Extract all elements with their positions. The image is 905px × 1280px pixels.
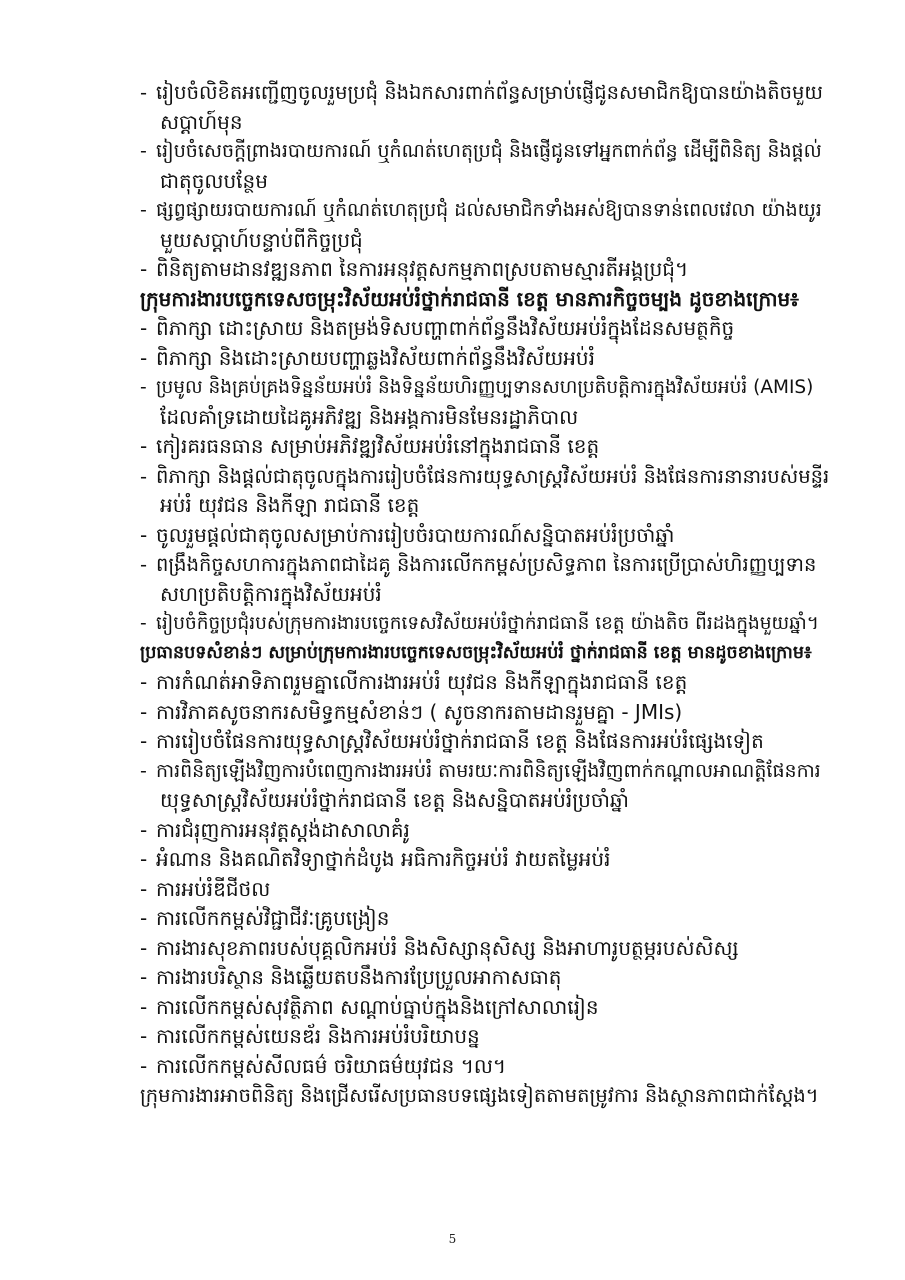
bullet-dash: - bbox=[140, 1053, 148, 1078]
bullet-text: ការលើកកម្ពស់វិជ្ជាជីវៈគ្រូបង្រៀន bbox=[156, 906, 390, 930]
bullet-item bbox=[140, 609, 830, 639]
bullet-dash: - bbox=[140, 140, 147, 162]
bullet-dash: - bbox=[140, 553, 148, 576]
bullet-item bbox=[140, 550, 830, 580]
bullet-dash: - bbox=[140, 345, 148, 370]
bullet-text: ការលើកកម្ពស់យេនឌ័រ និងការអប់រំបរិយាបន្ន bbox=[156, 1024, 480, 1048]
bullet-dash: - bbox=[140, 729, 148, 753]
bullet-item bbox=[140, 521, 830, 551]
bullet-continuation: ដែលគាំទ្រដោយដៃគូអភិវឌ្ឍ និងអង្គការមិនមែនរដ្ឋាភិបាល bbox=[160, 404, 579, 429]
bullet-dash: - bbox=[140, 434, 148, 458]
bullet-dash: - bbox=[140, 81, 148, 104]
bullet-dash: - bbox=[140, 876, 148, 901]
bullet-dash: - bbox=[140, 935, 148, 960]
bullet-item bbox=[140, 1052, 830, 1082]
bullet-continuation: សហប្រតិបត្តិការក្នុងវិស័យអប់រំ bbox=[160, 581, 382, 606]
bullet-item bbox=[140, 255, 830, 285]
bullet-text: ពង្រឹងកិច្ចសហការក្នុងភាពជាដៃគូ និងការលើកកម្ពស់ប្រសិទ្ធភាព នៃការប្រើប្រាស់ហិរញ្ញប្បទាន bbox=[156, 553, 817, 576]
bullet-dash: - bbox=[140, 847, 148, 871]
bullet-dash: - bbox=[140, 1024, 148, 1048]
paragraph-line: ក្រុមការងារអាចពិនិត្យ និងជ្រើសរើសប្រធានបទផ្សេងទៀតតាមតម្រូវការ និងស្ថានភាពជាក់ស្តែង។ bbox=[140, 1084, 819, 1107]
bullet-dash: - bbox=[140, 257, 148, 281]
bullet-text: រៀបចំកិច្ចប្រជុំរបស់ក្រុមការងារបច្ចេកទេសវិស័យអប់រំថ្នាក់រាជធានី ខេត្ត យ៉ាងតិច ពីរដងក្នុងមួយឆ្នាំ។ bbox=[156, 613, 819, 634]
document-body bbox=[140, 78, 830, 1111]
bullet-dash: - bbox=[140, 464, 148, 488]
bullet-text: ផ្សព្វផ្សាយរបាយការណ៍ ឬកំណត់ហេតុប្រជុំ ដល់សមាជិកទាំងអស់ឱ្យបានទាន់ពេលវេលា យ៉ាងយូរ bbox=[156, 199, 822, 221]
bullet-text: ប្រមូល និងគ្រប់គ្រងទិន្នន័យអប់រំ និងទិន្នន័យហិរញ្ញប្បទានសហប្រតិបត្តិការក្នុងវិស័យអប់រំ (AMIS) bbox=[156, 377, 814, 398]
bullet-item bbox=[140, 1022, 830, 1052]
bullet-continuation: ជាតុចូលបន្ថែម bbox=[160, 168, 268, 193]
bullet-dash: - bbox=[140, 316, 148, 340]
bullet-text: ការរៀបចំផែនការយុទ្ធសាស្ត្រវិស័យអប់រំថ្នាក់រាជធានី ខេត្ត និងផែនការអប់រំផ្សេងទៀត bbox=[156, 729, 764, 753]
page-number: 5 bbox=[448, 1232, 457, 1246]
bullet-text: ការវិភាគសូចនាករសមិទ្ធកម្មសំខាន់ៗ ( សូចនាករតាមដានរួមគ្នា - JMIs) bbox=[156, 699, 683, 724]
bullet-item bbox=[140, 816, 830, 846]
bullet-item bbox=[140, 432, 830, 462]
bullet-dash: - bbox=[140, 994, 148, 1019]
bullet-item bbox=[140, 757, 830, 787]
bullet-dash: - bbox=[140, 817, 148, 842]
bullet-text: ការលើកកម្ពស់សីលធម៌ ចរិយាធម៌យុវជន ។ល។ bbox=[156, 1053, 507, 1078]
bullet-continuation: សប្តាហ៍មុន bbox=[160, 109, 243, 134]
bullet-item bbox=[140, 904, 830, 934]
bullet-text: ការងារបរិស្ថាន និងឆ្លើយតបនឹងការប្រែប្រួលអាកាសធាតុ bbox=[156, 965, 562, 989]
bullet-item bbox=[140, 137, 830, 167]
bullet-item bbox=[140, 875, 830, 905]
bullet-continuation: មួយសប្តាហ៍បន្ទាប់ពីកិច្ចប្រជុំ bbox=[160, 227, 363, 252]
bullet-item bbox=[140, 196, 830, 226]
bullet-text: ពិនិត្យតាមដានវឌ្ឍនភាព នៃការអនុវត្តសកម្មភាពស្របតាមស្មារតីអង្គប្រជុំ។ bbox=[156, 257, 689, 281]
bullet-item bbox=[140, 934, 830, 964]
bullet-item bbox=[140, 727, 830, 757]
bullet-dash: - bbox=[140, 522, 148, 547]
bullet-dash: - bbox=[140, 759, 147, 782]
bullet-text: ការជំរុញការអនុវត្តស្តង់ដាសាលាគំរូ bbox=[156, 817, 410, 842]
bullet-continuation: យុទ្ធសាស្ត្រវិស័យអប់រំថ្នាក់រាជធានី ខេត្ត និងសន្និបាតអប់រំប្រចាំឆ្នាំ bbox=[160, 788, 629, 812]
bullet-item bbox=[140, 845, 830, 875]
bullet-dash: - bbox=[140, 906, 148, 930]
section-heading: ប្រធានបទសំខាន់ៗ សម្រាប់ក្រុមការងារបច្ចេកទេសចម្រុះវិស័យអប់រំ ថ្នាក់រាជធានី ខេត្ត មានដូចខាងក្រោម៖ bbox=[140, 642, 812, 663]
bullet-text: អំណាន និងគណិតវិទ្យាថ្នាក់ដំបូង អធិការកិច្ចអប់រំ វាយតម្លៃអប់រំ bbox=[156, 847, 611, 871]
bullet-text: ការកំណត់អាទិភាពរួមគ្នាលើការងារអប់រំ យុវជន និងកីឡាក្នុងរាជធានី ខេត្ត bbox=[156, 670, 688, 694]
section-heading: ក្រុមការងារបច្ចេកទេសចម្រុះវិស័យអប់រំថ្នាក់រាជធានី ខេត្ត មានភារកិច្ចចម្បង ដូចខាងក្រោម៖ bbox=[140, 286, 799, 311]
bullet-text: កៀរគរធនធាន សម្រាប់អភិវឌ្ឍវិស័យអប់រំនៅក្នុងរាជធានី ខេត្ត bbox=[156, 434, 600, 458]
bullet-dash: - bbox=[140, 377, 147, 398]
bullet-text: រៀបចំលិខិតអញ្ជើញចូលរួមប្រជុំ និងឯកសារពាក់ព័ន្ធសម្រាប់ផ្ញើជូនសមាជិកឱ្យបានយ៉ាងតិចមួយ bbox=[156, 81, 823, 104]
bullet-item bbox=[140, 698, 830, 728]
bullet-text: រៀបចំសេចក្តីព្រាងរបាយការណ៍ ឬកំណត់ហេតុប្រជុំ និងផ្ញើជូនទៅអ្នកពាក់ព័ន្ធ ដើម្បីពិនិត្យ និងផ្តល់ bbox=[156, 140, 822, 162]
bullet-continuation: អប់រំ យុវជន និងកីឡា រាជធានី ខេត្ត bbox=[160, 493, 420, 517]
bullet-text: ពិភាក្សា និងផ្តល់ជាតុចូលក្នុងការរៀបចំផែនការយុទ្ធសាស្ត្រវិស័យអប់រំ និងផែនការនានារបស់មន្ទីរ bbox=[156, 464, 830, 488]
bullet-dash: - bbox=[140, 613, 147, 634]
bullet-dash: - bbox=[140, 699, 148, 724]
bullet-dash: - bbox=[140, 965, 148, 989]
bullet-text: ការអប់រំឌីជីថល bbox=[156, 876, 271, 901]
bullet-text: ការពិនិត្យឡើងវិញការបំពេញការងារអប់រំ តាមរយៈការពិនិត្យឡើងវិញពាក់កណ្តាលអាណត្តិផែនការ bbox=[156, 759, 821, 782]
bullet-text: ចូលរួមផ្តល់ជាតុចូលសម្រាប់ការរៀបចំរបាយការណ៍សន្និបាតអប់រំប្រចាំឆ្នាំ bbox=[156, 522, 675, 547]
bullet-item bbox=[140, 314, 830, 344]
bullet-text: ការលើកកម្ពស់សុវត្ថិភាព សណ្តាប់ធ្នាប់ក្នុងនិងក្រៅសាលារៀន bbox=[156, 994, 599, 1019]
bullet-item bbox=[140, 78, 830, 108]
bullet-dash: - bbox=[140, 670, 148, 694]
bullet-text: ការងារសុខភាពរបស់បុគ្គលិកអប់រំ និងសិស្សានុសិស្ស និងអាហារូបត្ថម្ភរបស់សិស្ស bbox=[156, 935, 739, 960]
bullet-item bbox=[140, 344, 830, 374]
bullet-item bbox=[140, 963, 830, 993]
bullet-item bbox=[140, 668, 830, 698]
bullet-text: ពិភាក្សា ដោះស្រាយ និងតម្រង់ទិសបញ្ហាពាក់ព័ន្ធនឹងវិស័យអប់រំក្នុងដែនសមត្ថកិច្ច bbox=[156, 316, 735, 340]
bullet-item bbox=[140, 462, 830, 492]
bullet-item bbox=[140, 373, 830, 403]
bullet-text: ពិភាក្សា និងដោះស្រាយបញ្ហាឆ្លងវិស័យពាក់ព័ន្ធនឹងវិស័យអប់រំ bbox=[156, 345, 595, 370]
bullet-dash: - bbox=[140, 199, 147, 221]
bullet-item bbox=[140, 993, 830, 1023]
